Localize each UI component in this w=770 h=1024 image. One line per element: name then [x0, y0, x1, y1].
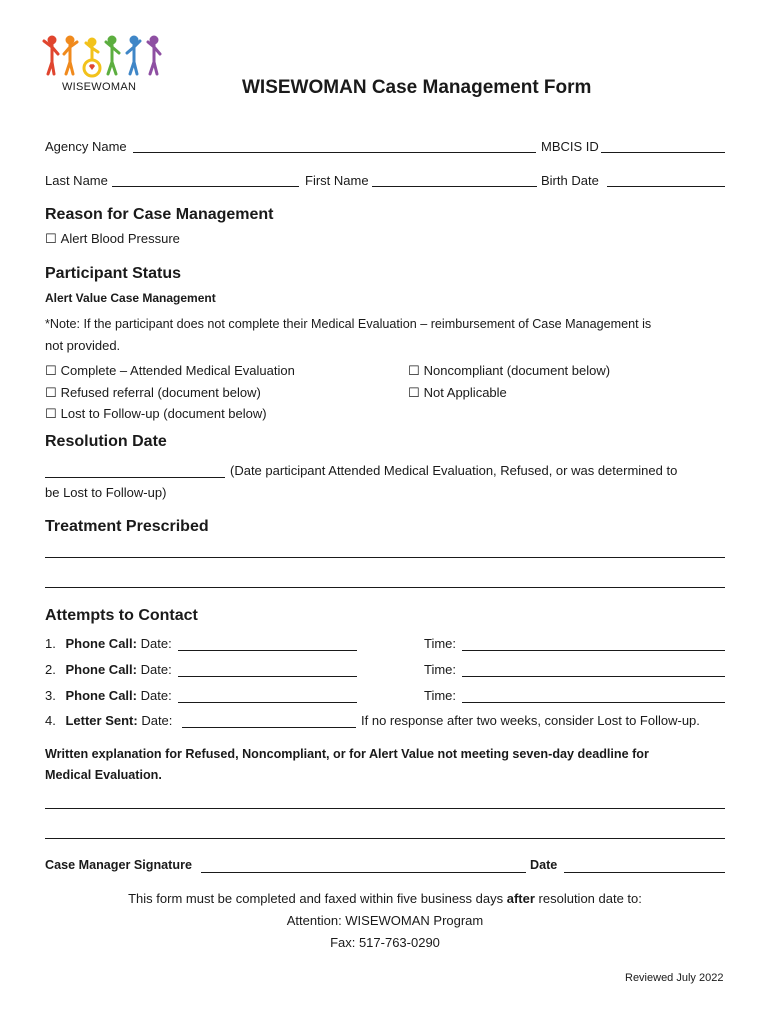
mbcis-id-label: MBCIS ID [541, 139, 599, 154]
status-option-noncompliant[interactable] [408, 363, 610, 379]
checkbox-icon[interactable]: ☐ [45, 364, 57, 379]
logo-figures-icon [40, 34, 166, 82]
footer-fax: Fax: 517-763-0290 [330, 935, 440, 950]
note-line-2: not provided. [45, 338, 121, 353]
signature-field[interactable] [201, 872, 526, 873]
treatment-line-2[interactable] [45, 587, 725, 588]
footer-attention: Attention: WISEWOMAN Program [286, 913, 484, 928]
attempt-row-3 [45, 688, 172, 703]
attempt-number: 2. [45, 662, 56, 677]
last-name-label: Last Name [45, 173, 108, 188]
treatment-heading: Treatment Prescribed [45, 518, 209, 535]
footer-instruction [0, 891, 770, 906]
date-label: Date: [140, 636, 172, 651]
attempt-number: 4. [45, 713, 56, 728]
attempt-1-time-field[interactable] [462, 650, 725, 651]
attempt-3-date-field[interactable] [178, 702, 357, 703]
checkbox-icon[interactable]: ☐ [408, 386, 420, 401]
reason-heading: Reason for Case Management [45, 206, 274, 223]
attempt-1-time-label: Time: [424, 636, 457, 651]
heart-icon [89, 64, 95, 70]
attempt-4-date-field[interactable] [182, 727, 356, 728]
footer-text-pre: This form must be completed and faxed within five business days [128, 891, 507, 906]
attempt-3-time-label: Time: [424, 688, 457, 703]
wisewoman-logo [40, 34, 166, 96]
reviewed-date: Reviewed July 2022 [625, 972, 724, 984]
attempt-4-note: If no response after two weeks, consider Lost to Follow-up. [361, 713, 700, 728]
explanation-line-1: Written explanation for Refused, Noncompliant, or for Alert Value not meeting seven-day deadline for [45, 747, 649, 761]
page-title: WISEWOMAN Case Management Form [242, 77, 592, 98]
attempt-1-date-field[interactable] [178, 650, 357, 651]
attempt-label: Phone Call: [65, 636, 137, 651]
resolution-text-line-1: (Date participant Attended Medical Evaluation, Refused, or was determined to [230, 463, 678, 478]
checkbox-icon[interactable]: ☐ [45, 232, 57, 247]
attempt-2-date-field[interactable] [178, 676, 357, 677]
first-name-field[interactable] [372, 186, 537, 187]
checkbox-icon[interactable]: ☐ [45, 407, 57, 422]
explanation-field-line-1[interactable] [45, 808, 725, 809]
checkbox-icon[interactable]: ☐ [408, 364, 420, 379]
option-label: Noncompliant (document below) [423, 363, 611, 378]
explanation-field-line-2[interactable] [45, 838, 725, 839]
alert-value-subheading: Alert Value Case Management [45, 291, 216, 305]
explanation-line-2: Medical Evaluation. [45, 768, 162, 782]
attempt-number: 3. [45, 688, 56, 703]
footer-text-bold: after [506, 891, 535, 906]
checkbox-icon[interactable]: ☐ [45, 386, 57, 401]
status-option-complete[interactable] [45, 363, 295, 379]
option-label: Lost to Follow-up (document below) [60, 406, 267, 421]
signature-label: Case Manager Signature [45, 858, 192, 872]
attempt-number: 1. [45, 636, 56, 651]
attempt-label: Phone Call: [65, 662, 137, 677]
signature-date-field[interactable] [564, 872, 725, 873]
date-label: Date: [141, 713, 173, 728]
attempts-heading: Attempts to Contact [45, 607, 198, 624]
birth-date-field[interactable] [607, 186, 725, 187]
first-name-label: First Name [305, 173, 369, 188]
attempt-row-2 [45, 662, 172, 677]
attempt-label: Letter Sent: [65, 713, 138, 728]
attempt-2-time-field[interactable] [462, 676, 725, 677]
logo-text: WISEWOMAN [62, 81, 137, 93]
footer-text-post: resolution date to: [534, 891, 642, 906]
date-label: Date: [140, 688, 172, 703]
status-option-not-applicable[interactable] [408, 385, 507, 401]
attempt-2-time-label: Time: [424, 662, 457, 677]
agency-name-field[interactable] [133, 152, 536, 153]
resolution-date-field[interactable] [45, 477, 225, 478]
treatment-line-1[interactable] [45, 557, 725, 558]
status-option-lost[interactable] [45, 406, 267, 422]
signature-date-label: Date [530, 858, 558, 872]
resolution-text-line-2: be Lost to Follow-up) [45, 485, 167, 500]
birth-date-label: Birth Date [541, 173, 599, 188]
status-option-refused[interactable] [45, 385, 261, 401]
note-line-1: *Note: If the participant does not complete their Medical Evaluation – reimbursement of Case Management is [45, 317, 652, 331]
attempt-label: Phone Call: [65, 688, 137, 703]
participant-status-heading: Participant Status [45, 265, 182, 282]
last-name-field[interactable] [112, 186, 299, 187]
option-label: Alert Blood Pressure [60, 231, 180, 246]
option-label: Complete – Attended Medical Evaluation [60, 363, 295, 378]
agency-name-label: Agency Name [45, 139, 127, 154]
resolution-heading: Resolution Date [45, 433, 167, 450]
option-label: Not Applicable [423, 385, 507, 400]
option-label: Refused referral (document below) [60, 385, 261, 400]
mbcis-id-field[interactable] [601, 152, 725, 153]
attempt-3-time-field[interactable] [462, 702, 725, 703]
alert-blood-pressure-option[interactable] [45, 231, 180, 247]
date-label: Date: [140, 662, 172, 677]
attempt-row-4 [45, 713, 172, 728]
attempt-row-1 [45, 636, 172, 651]
